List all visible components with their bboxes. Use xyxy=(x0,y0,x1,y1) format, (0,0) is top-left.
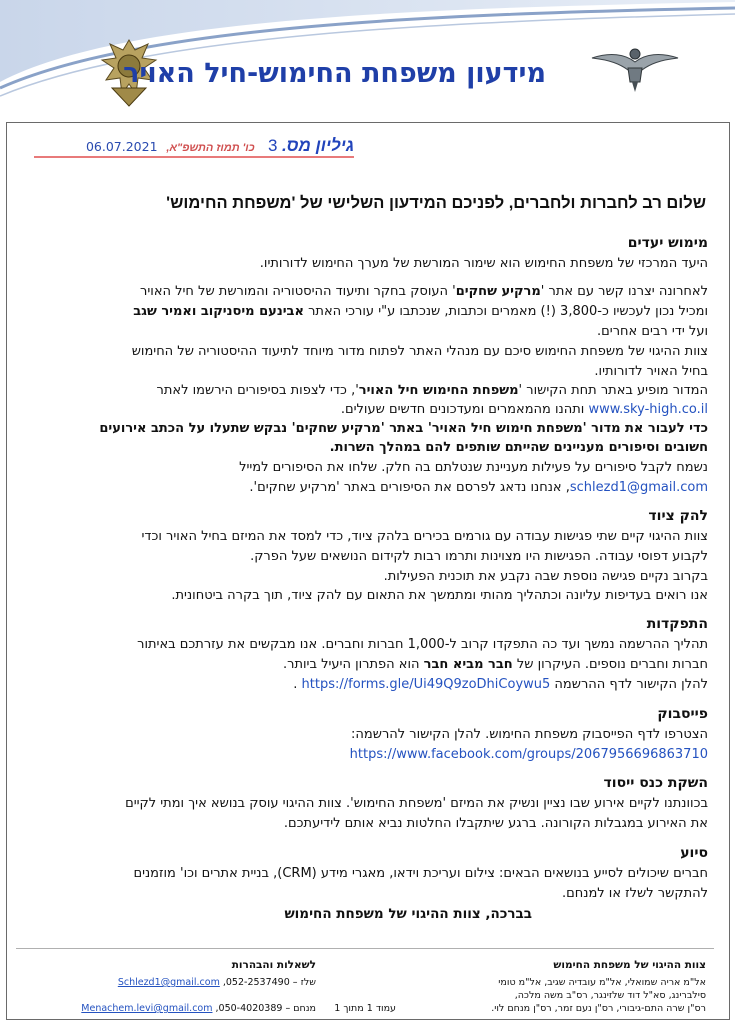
team-line: סילברינג, סא"ל דוד שלזינגר, רס"ב משה מלכה, xyxy=(514,990,706,1001)
paragraph-line: כדי לעבור את מדור 'משפחת חימוש חיל האויר' באתר 'מרקיע שחקים' נבקש שתעלו על הכתב אירועים xyxy=(99,421,708,436)
paragraph-line xyxy=(16,302,708,321)
text: ותהנו מהמאמרים ומעדכונים חדשים שעולים. xyxy=(340,402,589,417)
section-heading: מימוש יעדים xyxy=(627,235,708,251)
paragraph-line xyxy=(16,381,708,400)
section-heading: להק ציוד xyxy=(648,508,708,524)
site-name: מרקיע שחקים xyxy=(455,284,541,299)
facebook-link[interactable]: https://www.facebook.com/groups/2067956696863710 xyxy=(349,747,708,762)
paragraph-line: חשובים וסיפורים מעניינים שהייתם שותפים להם במהלך השרות. xyxy=(329,440,708,455)
contact-line xyxy=(81,1003,316,1014)
section-heading: התפקדות xyxy=(646,616,708,632)
bold-phrase: חבר מביא חבר xyxy=(423,657,513,672)
contact-title: לשאלות והבהרות xyxy=(231,959,316,971)
paragraph-line xyxy=(16,675,708,694)
text: . xyxy=(293,677,302,692)
text: המדור מופיע באתר תחת הקישור ' xyxy=(518,383,708,398)
text: ', כדי לצפות בסיפורים הירשמו לאתר xyxy=(156,383,359,398)
section-link-name: משפחת החימוש חיל האויר xyxy=(358,383,519,398)
signature: בברכה, צוות ההיגוי של משפחת החימוש xyxy=(284,906,532,922)
greeting: שלום רב לחברות ולחברים, לפניכם המידעון השלישי של 'משפחת החימוש' xyxy=(166,194,706,212)
section-heading: סיוע xyxy=(680,845,708,861)
paragraph-line xyxy=(16,282,708,301)
paragraph-line: אנו רואים בעדיפות עליונה וכתהליך מהותי ומתמשך את התאום עם להק ציוד, תוך בקרה ביטחונית. xyxy=(171,588,708,603)
team-title: צוות ההיגוי של משפחת החימוש xyxy=(553,959,706,971)
paragraph-line xyxy=(16,655,708,674)
contact-email[interactable]: Schlezd1@gmail.com xyxy=(117,977,220,988)
paragraph-line: נשמח לקבל סיפורים על פעילות מעניינת שנטלתם בה חלק. שלחו את הסיפורים למייל xyxy=(239,460,708,475)
contact-name: שלז – xyxy=(292,977,316,988)
paragraph-line xyxy=(16,400,708,419)
paragraph-line: היעד המרכזי של משפחת החימוש הוא שימור המורשת של מערך החימוש לדורותיו. xyxy=(259,256,708,271)
text: הוא הפתרון היעיל ביותר. xyxy=(283,657,424,672)
text: חברות וחברים נוספים. העיקרון של xyxy=(512,657,708,672)
website-link[interactable]: www.sky-high.co.il xyxy=(588,402,708,417)
footer xyxy=(16,948,714,1016)
paragraph-line: צוות ההיגוי של משפחת החימוש סיכם עם מנהלי האתר לפתוח מדור מיוחד לתיעוד ההיסטוריה של החימוש xyxy=(131,344,708,359)
registration-link[interactable]: https://forms.gle/Ui49Q9zoDhiCoywu5 xyxy=(301,677,551,692)
contact-line xyxy=(118,977,316,988)
paragraph-line: חברים שיכולים לסייע בנושאים הבאים: צילום ועריכת וידאו, מאגרי מידע (CRM), בניית אתרים וכו' מוזמנים xyxy=(133,866,708,881)
page-number: עמוד 1 מתוך 1 xyxy=(334,1003,396,1014)
text: לאחרונה יצרנו קשר עם אתר ' xyxy=(540,284,708,299)
issue-date: 06.07.2021 xyxy=(85,139,158,154)
paragraph-line: את האירוע במגבלות הקורונה. ברגע שיתקבלו החלטות נביא אותם לידיעתכם. xyxy=(283,816,708,831)
paragraph-line: בקרוב נקיים פגישה נוספת שבה נקבע את תוכנית הפעילות. xyxy=(383,569,708,584)
team-line: רס"ן שרה התם-גיבורי, רס"ן נעם זמר, רס"ן מנחם לוי. xyxy=(491,1003,706,1014)
issue-number: 3 xyxy=(268,136,278,155)
email-link[interactable]: schlezd1@gmail.com xyxy=(569,480,708,495)
contact-phone: 052-2537490, xyxy=(222,977,290,988)
hebrew-date: כו' תמוז התשפ"א, xyxy=(166,142,255,154)
text: ' העוסק בחקר ותיעוד ההיסטוריה והמורשת של חיל האויר xyxy=(140,284,456,299)
ordnance-wings-icon xyxy=(590,42,680,94)
issue-label: גיליון מס. xyxy=(281,136,354,155)
text: , אנחנו נדאג לפרסם את הסיפורים באתר 'מרקיע שחקים'. xyxy=(249,480,570,495)
text: להלן הקישור לדף ההרשמה xyxy=(550,677,708,692)
paragraph-line: בכוונתנו לקיים אירוע שבו נציין ונשיק את המיזם 'משפחת החימוש'. צוות ההיגוי עוסק בנושא איך ומתי לקיים xyxy=(125,796,708,811)
paragraph-line: להתקשר לשלז או למנחם. xyxy=(562,886,708,901)
paragraph-line: ועל ידי רבים אחרים. xyxy=(597,324,708,339)
page-title: מידעון משפחת החימוש-חיל האויר xyxy=(123,58,546,89)
paragraph-line: צוות ההיגוי קיים שתי פגישות עבודה עם גורמים בכירים בלהק ציוד, כדי למסד את המיזם בחיל האויר וכדי xyxy=(141,529,708,544)
paragraph-line: לקבוע דפוסי עבודה. הפגישות היו מצוינות ותרמו רבות לקידום הנושאים שעל הפרק. xyxy=(250,549,708,564)
text: ומכיל נכון לעכשיו כ-3,800 (!) מאמרים וכתבות, שנכתבו ע"י עורכי האתר xyxy=(303,304,708,319)
contact-phone: 050-4020389, xyxy=(215,1003,283,1014)
paragraph-line: בחיל האויר לדורותיו. xyxy=(594,364,708,379)
paragraph-line: הצטרפו לדף הפייסבוק משפחת החימוש. להלן הקישור להרשמה: xyxy=(351,727,708,742)
issue-line xyxy=(34,136,354,158)
section-heading: השקת כנס ייסוד xyxy=(603,775,708,791)
editor-names: אבינעם מיסניקוב ואמיר שגב xyxy=(133,304,304,319)
team-line: אל"מ אריה שמואלי, אל"מ עובדיה שגיב, אל"מ טומי xyxy=(498,977,706,988)
contact-email[interactable]: Menachem.levi@gmail.com xyxy=(81,1003,213,1014)
paragraph-line: תהליך ההרשמה נמשך ועד כה התפקדו קרוב ל-1,000 חברות וחברים. אנו מבקשים את עזרתכם באיתור xyxy=(137,637,708,652)
contact-name: מנחם – xyxy=(285,1003,316,1014)
header-banner xyxy=(0,0,735,120)
paragraph-line xyxy=(16,478,708,497)
section-heading: פייסבוק xyxy=(657,706,708,722)
